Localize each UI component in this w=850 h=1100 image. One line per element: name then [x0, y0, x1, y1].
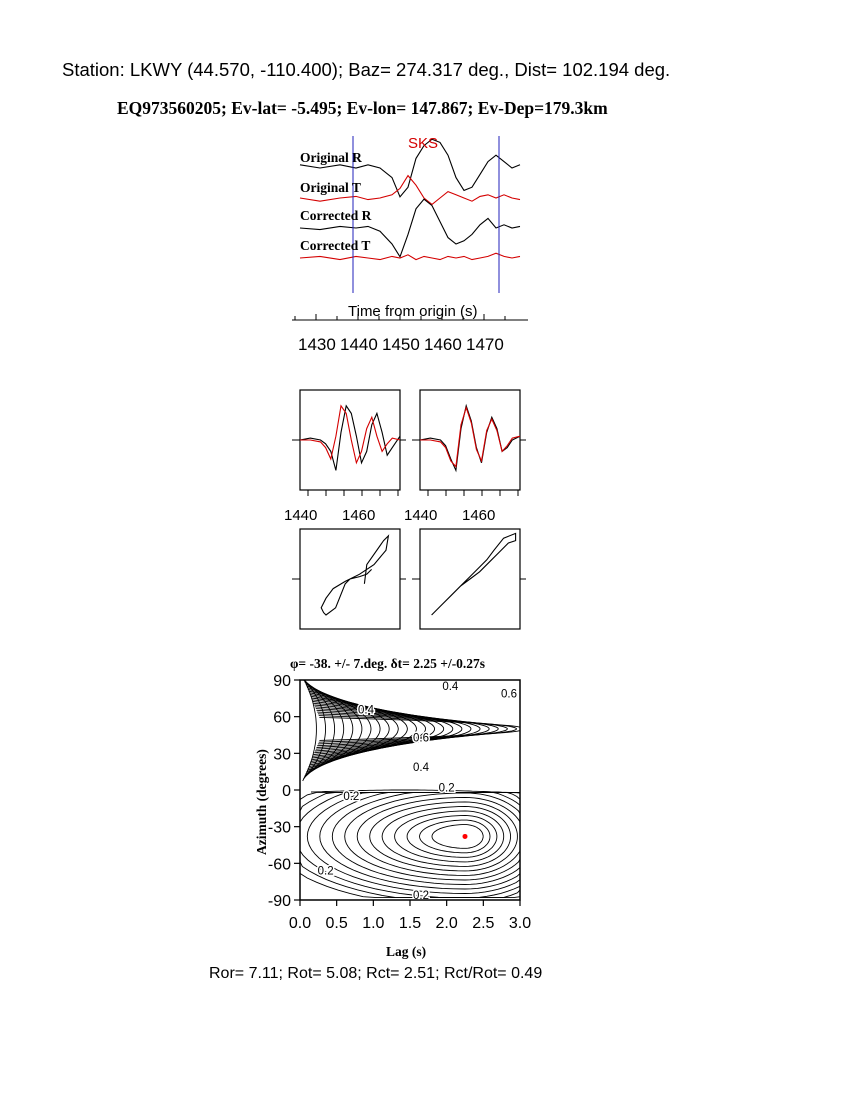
- ratios-line: Ror= 7.11; Rot= 5.08; Rct= 2.51; Rct/Rot= 0.49: [209, 965, 543, 982]
- grid-y-tick-label: 60: [273, 709, 291, 727]
- grid-search-x-label: Lag (s): [386, 944, 427, 959]
- waveform-left-tick-1440: 1440: [284, 507, 318, 524]
- contour-label: 0.6: [501, 688, 517, 701]
- seismogram-x-tick-label: 1430: [298, 335, 336, 354]
- contour-line-lower: [357, 798, 520, 876]
- contour-label: 0.2: [413, 890, 429, 903]
- particle-motion-corrected-path: [432, 533, 516, 615]
- grid-search-y-label: Azimuth (degrees): [254, 749, 269, 855]
- seismogram-x-tick-label: 1470: [466, 335, 504, 354]
- contour-line-lower: [407, 816, 497, 858]
- waveform-panels: [270, 380, 540, 530]
- contour-label: 0.4: [413, 761, 429, 774]
- contour-line-upper: [317, 710, 490, 747]
- contour-label: 0.6: [413, 732, 429, 745]
- contour-line-lower: [317, 792, 520, 889]
- contour-line-lower: [382, 807, 511, 867]
- trace-label-original-t: Original T: [300, 180, 361, 195]
- particle-motion-panels: [290, 525, 530, 635]
- waveform-panel-original-frame: [300, 390, 400, 490]
- contour-label: 0.2: [343, 791, 360, 804]
- waveform-trace-1: [300, 406, 400, 471]
- grid-y-tick-label: -60: [267, 856, 291, 874]
- grid-x-tick-label: 2.0: [435, 915, 458, 932]
- phase-label: SKS: [408, 135, 439, 152]
- grid-search-title: φ= -38. +/- 7.deg. δt= 2.25 +/-0.27s: [290, 656, 486, 671]
- seismogram-chart: [280, 130, 540, 360]
- grid-x-tick-label: 0.5: [325, 915, 348, 932]
- best-fit-marker: [463, 834, 468, 839]
- grid-x-tick-label: 1.0: [362, 915, 385, 932]
- waveform-trace-2: [300, 406, 400, 463]
- waveform-trace-1: [420, 406, 520, 471]
- particle-motion-path: [321, 536, 388, 615]
- waveform-panel-original-traces: [300, 406, 400, 471]
- grid-y-tick-label: 0: [282, 783, 291, 800]
- particle-motion-path: [432, 533, 516, 615]
- trace-label-corrected-t: Corrected T: [300, 238, 371, 253]
- grid-y-tick-label: 90: [273, 673, 291, 690]
- trace-label-corrected-r: Corrected R: [300, 208, 372, 223]
- contour-line-lower: [432, 825, 483, 849]
- contour-label: 0.2: [438, 782, 455, 795]
- grid-y-tick-label: 30: [273, 746, 291, 764]
- contour-line-upper: [314, 705, 462, 753]
- seismogram-trace-4: [300, 253, 520, 259]
- grid-y-tick-label: -90: [267, 893, 291, 910]
- contour-label: 0.2: [317, 865, 334, 878]
- seismogram-x-tick-label: 1450: [382, 335, 420, 354]
- contour-label: 0.4: [358, 704, 374, 717]
- contour-line-lower: [395, 811, 504, 862]
- particle-motion-original-path: [321, 536, 388, 615]
- waveform-panel-corrected-frame: [420, 390, 520, 490]
- grid-search-chart: [240, 650, 550, 965]
- seismogram-x-tick-label: 1440: [340, 335, 378, 354]
- waveform-right-tick-1460: 1460: [462, 507, 496, 524]
- station-info-line: Station: LKWY (44.570, -110.400); Baz= 274.317 deg., Dist= 102.194 deg.: [62, 59, 671, 80]
- grid-x-tick-label: 2.5: [472, 915, 495, 932]
- event-info-line: EQ973560205; Ev-lat= -5.495; Ev-lon= 147.867; Ev-Dep=179.3km: [117, 98, 608, 118]
- grid-x-tick-label: 0.0: [288, 915, 312, 932]
- seismogram-x-label: Time from origin (s): [348, 303, 478, 320]
- contour-line-lower: [332, 792, 520, 884]
- waveform-left-tick-1460: 1460: [342, 507, 376, 524]
- waveform-panel-ticks: [292, 440, 526, 496]
- waveform-panel-corrected-traces: [420, 406, 520, 471]
- contour-label: 0.4: [442, 681, 459, 694]
- grid-x-tick-label: 3.0: [508, 915, 532, 932]
- grid-x-tick-label: 1.5: [398, 915, 422, 932]
- seismogram-x-tick-label: 1460: [424, 335, 462, 354]
- grid-y-tick-label: -30: [267, 819, 291, 837]
- waveform-right-tick-1440: 1440: [404, 507, 438, 524]
- trace-label-original-r: Original R: [300, 150, 362, 165]
